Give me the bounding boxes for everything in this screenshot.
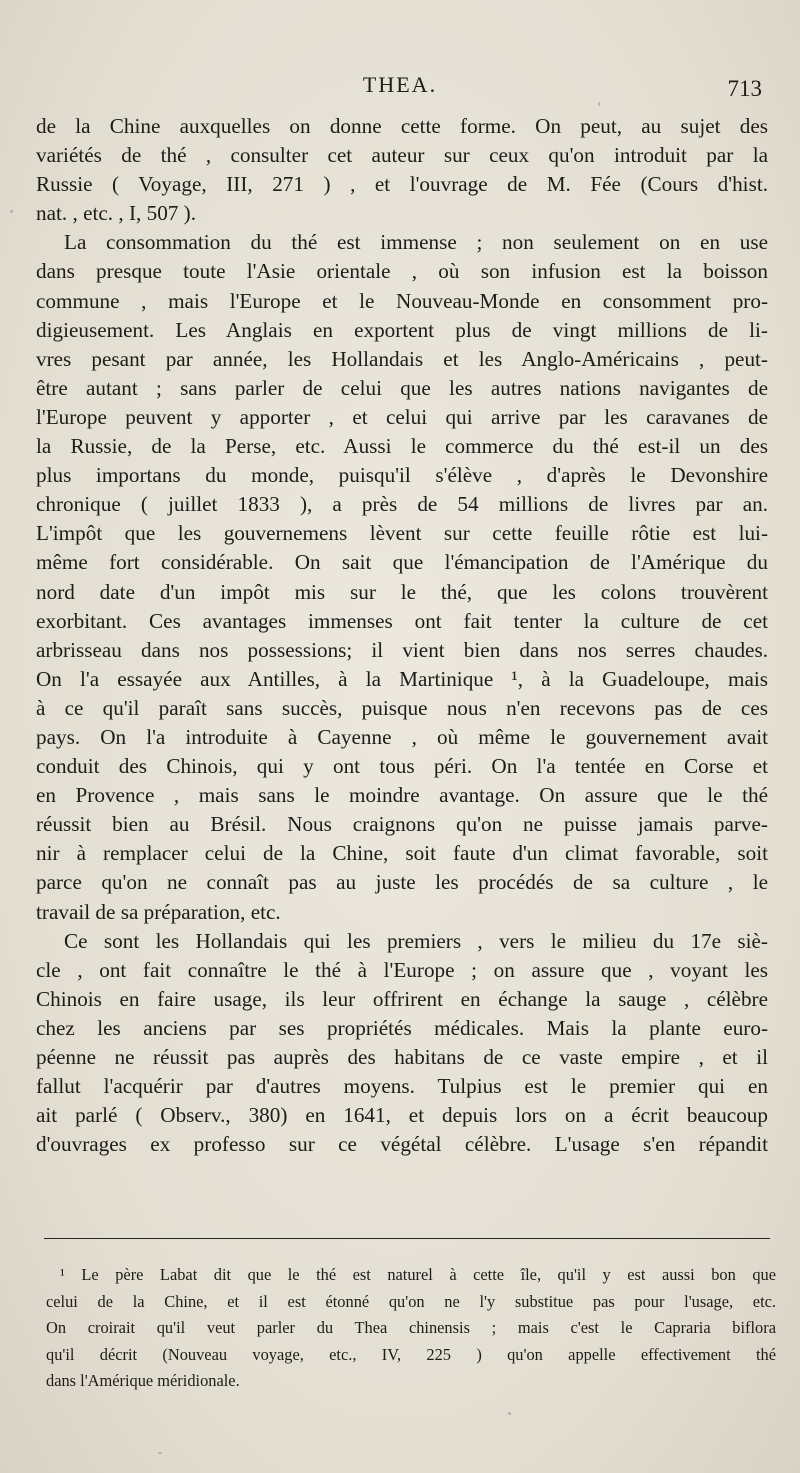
body-line: ait parlé ( Observ., 380) en 1641, et depuis lors on a écrit beaucoup xyxy=(36,1103,768,1128)
body-line: commune , mais l'Europe et le Nouveau-Monde en consomment pro- xyxy=(36,288,768,313)
body-line: péenne ne réussit pas auprès des habitans de ce vaste empire , et il xyxy=(36,1045,768,1069)
body-line: nir à remplacer celui de la Chine, soit faute d'un climat favorable, soit xyxy=(36,841,768,866)
paper-speck xyxy=(10,210,13,213)
footnote-line: celui de la Chine, et il est étonné qu'on ne l'y substitue pas pour l'usage, etc. xyxy=(46,1291,776,1311)
page-number: 713 xyxy=(727,76,762,101)
body-line: chez les anciens par ses propriétés médicales. Mais la plante euro- xyxy=(36,1015,768,1040)
body-line: variétés de thé , consulter cet auteur sur ceux qu'on introduit par la xyxy=(36,143,768,168)
paper-speck xyxy=(158,1452,162,1454)
body-line: dans presque toute l'Asie orientale , où son infusion est la boisson xyxy=(36,259,768,284)
body-line: exorbitant. Ces avantages immenses ont fait tenter la culture de cet xyxy=(36,608,768,633)
body-line: la Russie, de la Perse, etc. Aussi le commerce du thé est-il un des xyxy=(36,434,768,459)
footnote-line: On croirait qu'il veut parler du Thea chinensis ; mais c'est le Capraria biflora xyxy=(46,1318,776,1337)
body-line: plus importans du monde, puisqu'il s'élève , d'après le Devonshire xyxy=(36,463,768,488)
paragraph-start-line: Ce sont les Hollandais qui les premiers , vers le milieu du 17e siè- xyxy=(64,928,768,953)
footnote-line: qu'il décrit (Nouveau voyage, etc., IV, 225 ) qu'on appelle effectivement thé xyxy=(46,1344,776,1364)
body-text xyxy=(36,112,768,1159)
body-line: fallut l'acquérir par d'autres moyens. Tulpius est le premier qui en xyxy=(36,1074,768,1099)
body-line: Chinois en faire usage, ils leur offrirent en échange la sauge , célèbre xyxy=(36,986,768,1011)
body-line: chronique ( juillet 1833 ), a près de 54 millions de livres par an. xyxy=(36,492,768,517)
footnote-line: ¹ Le père Labat dit que le thé est naturel à cette île, qu'il y est aussi bon que xyxy=(60,1265,776,1284)
body-line: cle , ont fait connaître le thé à l'Europe ; on assure que , voyant les xyxy=(36,957,768,982)
body-line: nord date d'un impôt mis sur le thé, que les colons trouvèrent xyxy=(36,579,768,604)
body-line: travail de sa préparation, etc. xyxy=(36,899,281,924)
footnote-line: dans l'Amérique méridionale. xyxy=(46,1371,240,1390)
paper-speck xyxy=(598,102,600,106)
body-line: nat. , etc. , I, 507 ). xyxy=(36,201,197,226)
body-line: On l'a essayée aux Antilles, à la Martinique ¹, à la Guadeloupe, mais xyxy=(36,666,768,691)
body-line: Russie ( Voyage, III, 271 ) , et l'ouvrage de M. Fée (Cours d'hist. xyxy=(36,172,768,197)
body-line: d'ouvrages ex professo sur ce végétal célèbre. L'usage s'en répandit xyxy=(36,1132,768,1157)
body-line: à ce qu'il paraît sans succès, puisque nous n'en recevons pas de ces xyxy=(36,695,768,720)
running-head xyxy=(0,68,800,108)
paragraph-start-line: La consommation du thé est immense ; non seulement on en use xyxy=(64,230,768,255)
body-line: être autant ; sans parler de celui que les autres nations navigantes de xyxy=(36,375,768,400)
body-line: même fort considérable. On sait que l'émancipation de l'Amérique du xyxy=(36,550,768,575)
body-line: conduit des Chinois, qui y ont tous péri. On l'a tentée en Corse et xyxy=(36,754,768,779)
footnote-divider xyxy=(44,1238,770,1239)
running-head-title: THEA. xyxy=(362,72,438,97)
paper-speck xyxy=(508,1412,511,1415)
body-line: réussit bien au Brésil. Nous craignons qu'on ne puisse jamais parve- xyxy=(36,812,768,837)
body-line: parce qu'on ne connaît pas au juste les procédés de sa culture , le xyxy=(36,870,768,895)
body-line: pays. On l'a introduite à Cayenne , où même le gouvernement avait xyxy=(36,724,768,749)
body-line: vres pesant par année, les Hollandais et les Anglo-Américains , peut- xyxy=(36,346,768,371)
body-line: en Provence , mais sans le moindre avantage. On assure que le thé xyxy=(36,783,768,808)
body-line: arbrisseau dans nos possessions; il vient bien dans nos serres chaudes. xyxy=(36,637,768,662)
body-line: L'impôt que les gouvernemens lèvent sur cette feuille rôtie est lui- xyxy=(36,521,768,546)
body-line: l'Europe peuvent y apporter , et celui qui arrive par les caravanes de xyxy=(36,404,768,429)
body-line: digieusement. Les Anglais en exportent plus de vingt millions de li- xyxy=(36,317,768,342)
body-line: de la Chine auxquelles on donne cette forme. On peut, au sujet des xyxy=(36,114,768,138)
footnotes xyxy=(46,1262,776,1395)
